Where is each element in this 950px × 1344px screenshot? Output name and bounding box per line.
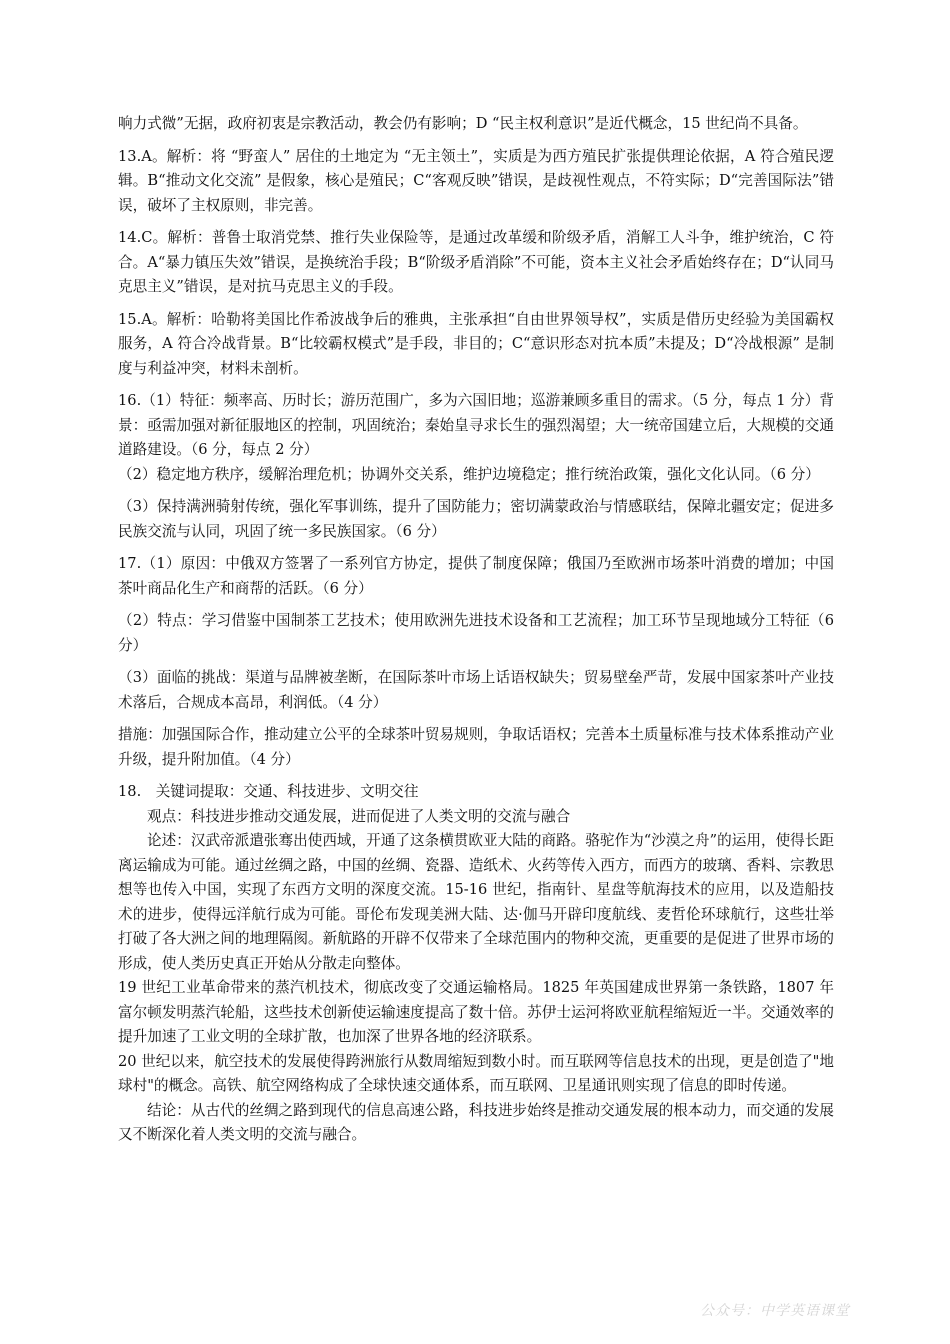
watermark: 公众号：中学英语课堂	[700, 1303, 850, 1319]
answer-18-twentieth-century: 20 世纪以来，航空技术的发展使得跨洲旅行从数周缩短到数小时。而互联网等信息技术的出现，更是创造了"地球村"的概念。高铁、航空网络构成了全球快速交通体系，而互联网、卫星通讯则实现了信息的即时传递。	[118, 1052, 834, 1094]
answer-18-viewpoint: 观点：科技进步推动交通发展，进而促进了人类文明的交流与融合	[147, 807, 571, 825]
document-body	[118, 112, 834, 1148]
answer-18-conclusion: 结论：从古代的丝绸之路到现代的信息高速公路，科技进步始终是推动交通发展的根本动力，而交通的发展又不断深化着人类文明的交流与融合。	[118, 1101, 834, 1143]
answer-18-argument: 论述：汉武帝派遣张骞出使西域，开通了这条横贯欧亚大陆的商路。骆驼作为“沙漠之舟”的运用，使得长距离运输成为可能。通过丝绸之路，中国的丝绸、瓷器、造纸术、火药等传入西方，而西方的玻璃、香料、宗教思想等也传入中国，实现了东西方文明的深度交流。15-16 世纪，指南针、星盘等航海技术的应用，以及造船技术的进步，使得远洋航行成为可能。哥伦布发现美洲大陆、达·伽马开辟印度航线、麦哲伦环球航行，这些壮举打破了各大洲之间的地理隔阂。新航路的开辟不仅带来了全球范围内的物种交流，更重要的是促进了世界市场的形成，使人类历史真正开始从分散走向整体。	[118, 832, 834, 972]
answer-18-industrial-revolution: 19 世纪工业革命带来的蒸汽机技术，彻底改变了交通运输格局。1825 年英国建成世界第一条铁路，1807 年富尔顿发明蒸汽轮船，这些技术创新使运输速度提高了数十倍。苏伊士运河将欧亚航程缩短近一半。交通效率的提升加速了工业文明的全球扩散，也加深了世界各地的经济联系。	[118, 979, 834, 1045]
answer-17-measures: 措施：加强国际合作，推动建立公平的全球茶叶贸易规则，争取话语权；完善本土质量标准与技术体系推动产业升级，提升附加值。（4 分）	[118, 726, 834, 768]
answer-16-part-3: （3）保持满洲骑射传统，强化军事训练，提升了国防能力；密切满蒙政治与情感联结，保障北疆安定；促进多民族交流与认同，巩固了统一多民族国家。（6 分）	[118, 498, 834, 540]
answer-17-part-3: （3）面临的挑战：渠道与品牌被垄断，在国际茶叶市场上话语权缺失；贸易壁垒严苛，发展中国家茶叶产业技术落后，合规成本高昂，利润低。（4 分）	[118, 669, 834, 711]
answer-16-part-1: 16.（1）特征：频率高、历时长；游历范围广，多为六国旧地；巡游兼顾多重目的需求。（5 分，每点 1 分）背景：亟需加强对新征服地区的控制，巩固统治；秦始皇寻求长生的强烈渴望；大一统帝国建立后，大规模的交通道路建设。（6 分，每点 2 分）	[118, 392, 834, 458]
answer-17-part-1: 17.（1）原因：中俄双方签署了一系列官方协定，提供了制度保障；俄国乃至欧洲市场茶叶消费的增加；中国茶叶商品化生产和商帮的活跃。（6 分）	[118, 555, 834, 597]
answer-12-continued: 响力式微”无据，政府初衷是宗教活动，教会仍有影响；D “民主权利意识”是近代概念，15 世纪尚不具备。	[118, 115, 808, 132]
answer-17-part-2: （2）特点：学习借鉴中国制茶工艺技术；使用欧洲先进技术设备和工艺流程；加工环节呈现地域分工特征（6 分）	[118, 612, 834, 654]
answer-16-part-2: （2）稳定地方秩序，缓解治理危机；协调外交关系，维护边境稳定；推行统治政策，强化文化认同。（6 分）	[118, 465, 820, 483]
answer-14: 14.C。解析：普鲁士取消党禁、推行失业保险等，是通过改革缓和阶级矛盾，消解工人斗争，维护统治，C 符合。A“暴力镇压失效”错误，是换统治手段；B“阶级矛盾消除”不可能，资本主义社会矛盾始终存在；D“认同马克思主义”错误，是对抗马克思主义的手段。	[118, 229, 834, 295]
answer-18-keywords: 18. 关键词提取：交通、科技进步、文明交往	[118, 783, 419, 800]
answer-13: 13.A。解析：将 “野蛮人” 居住的土地定为 “无主领土”，实质是为西方殖民扩张提供理论依据，A 符合殖民逻辑。B“推动文化交流” 是假象，核心是殖民；C“客观反映”错误，是歧视性观点，不符实际；D“完善国际法”错误，破坏了主权原则，非完善。	[118, 147, 834, 214]
answer-15: 15.A。解析：哈勒将美国比作希波战争后的雅典，主张承担“自由世界领导权”，实质是借历史经验为美国霸权服务，A 符合冷战背景。B“比较霸权模式”是手段，非目的；C“意识形态对抗本质”未提及；D“冷战根源” 是制度与利益冲突，材料未剖析。	[118, 310, 834, 377]
